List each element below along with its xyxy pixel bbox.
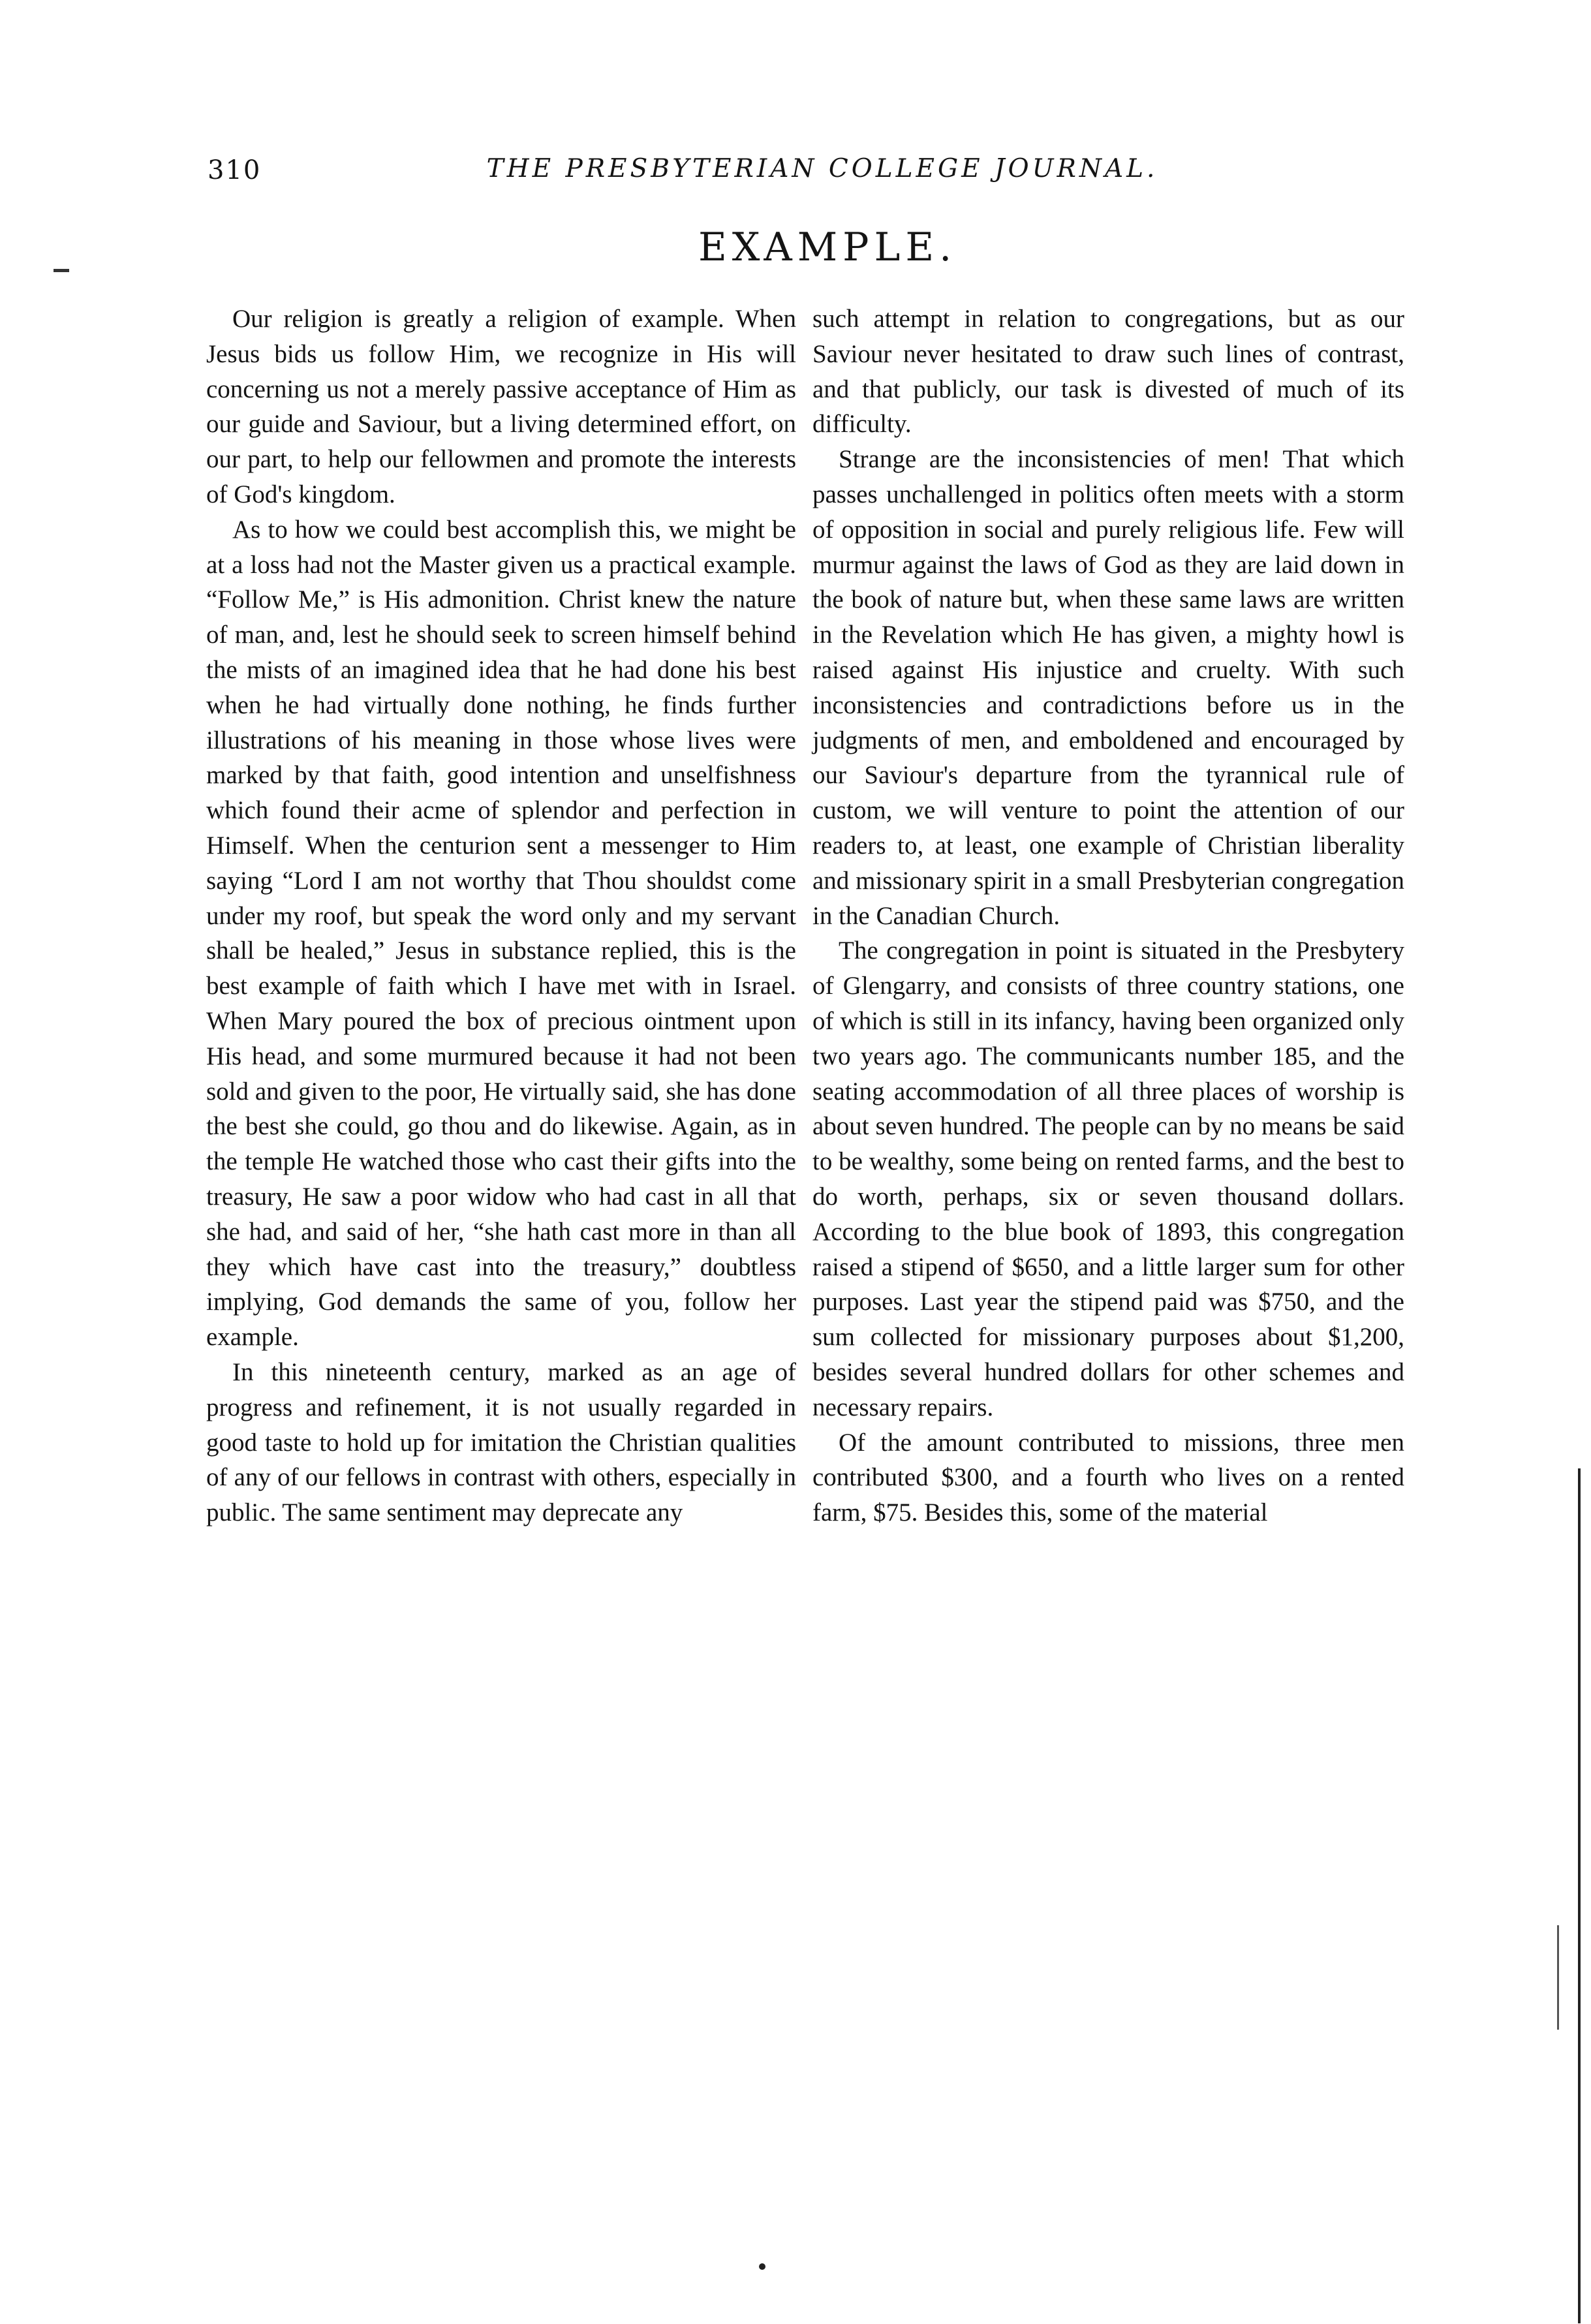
margin-tick bbox=[1557, 1925, 1559, 2030]
margin-mark bbox=[54, 269, 69, 272]
footer-dot bbox=[759, 2263, 765, 2270]
left-column bbox=[206, 302, 796, 1530]
paragraph: The congregation in point is situated in the Presbytery of Glengarry, and consists of three country stations, one of which is still in its infancy, having been organized only two years ago. The communicants number 185, and the seating accommodation of all three places of worship is about seven hundred. The people can by no means be said to be wealthy, some being on rented farms, and the best to do worth, perhaps, six or seven thousand dollars. According to the blue book of 1893, this congregation raised a stipend of $650, and a little larger sum for other purposes. Last year the stipend paid was $750, and the sum collected for missionary purposes about $1,200, besides several hundred dollars for other schemes and necessary repairs. bbox=[812, 937, 1404, 1421]
paragraph: Our religion is greatly a religion of example. When Jesus bids us follow Him, we recognize in His will concerning us not a merely passive acceptance of Him as our guide and Saviour, but a living determined effort, on our part, to help our fellowmen and promote the interests of God's kingdom. bbox=[206, 305, 796, 508]
paragraph: In this nineteenth century, marked as an age of progress and refinement, it is not usually regarded in good taste to hold up for imitation the Christian qualities of any of our fellows in contrast with others, especially in public. The same sentiment may deprecate any bbox=[206, 1357, 796, 1527]
article-title: EXAMPLE. bbox=[698, 225, 957, 270]
paragraph: Strange are the inconsistencies of men! That which passes unchallenged in politics often meets with a storm of opposition in social and purely religious life. Few will murmur against the laws of God as they are laid down in the book of nature but, when these same laws are written in the Revelation which He has given, a mighty howl is raised against His injustice and cruelty. With such inconsistencies and contradictions before us in the judgments of men, and emboldened and encouraged by our Saviour's departure from the tyrannical rule of custom, we will venture to point the attention of our readers to, at least, one example of Christian liberality and missionary spirit in a small Presbyterian congregation in the Canadian Church. bbox=[812, 445, 1404, 930]
paragraph: As to how we could best accomplish this, we might be at a loss had not the Master given us a practical example. “Follow Me,” is His admonition. Christ knew the nature of man, and, lest he should seek to screen himself behind the mists of an imagined idea that he had done his best when he had virtually done nothing, he finds further illustrations of his meaning in those whose lives were marked by that faith, good intention and unselfishness which found their acme of splendor and perfection in Himself. When the centurion sent a messenger to Him saying “Lord I am not worthy that Thou shouldst come under my roof, but speak the word only and my servant shall be healed,” Jesus in substance replied, this is the best example of faith which I have met with in Israel. When Mary poured the box of precious ointment upon His head, and some murmured because it had not been sold and given to the poor, He virtually said, she has done the best she could, go thou and do likewise. Again, as in the temple He watched those who cast their gifts into the treasury, He saw a poor widow who had cast in all that she had, and said of her, “she hath cast more in than all they which have cast into the treasury,” doubtless implying, God demands the same of you, follow her example. bbox=[206, 515, 796, 1352]
page-edge-rule bbox=[1578, 1468, 1581, 2323]
right-column bbox=[812, 302, 1404, 1530]
page-number: 310 bbox=[208, 155, 262, 185]
running-head: THE PRESBYTERIAN COLLEGE JOURNAL. bbox=[486, 154, 1158, 183]
paragraph: Of the amount contributed to missions, three men contributed $300, and a fourth who lives on a rented farm, $75. Besides this, some of the material bbox=[812, 1428, 1404, 1527]
paragraph: such attempt in relation to congregations, but as our Saviour never hesitated to draw such lines of contrast, and that publicly, our task is divested of much of its difficulty. bbox=[812, 305, 1404, 439]
